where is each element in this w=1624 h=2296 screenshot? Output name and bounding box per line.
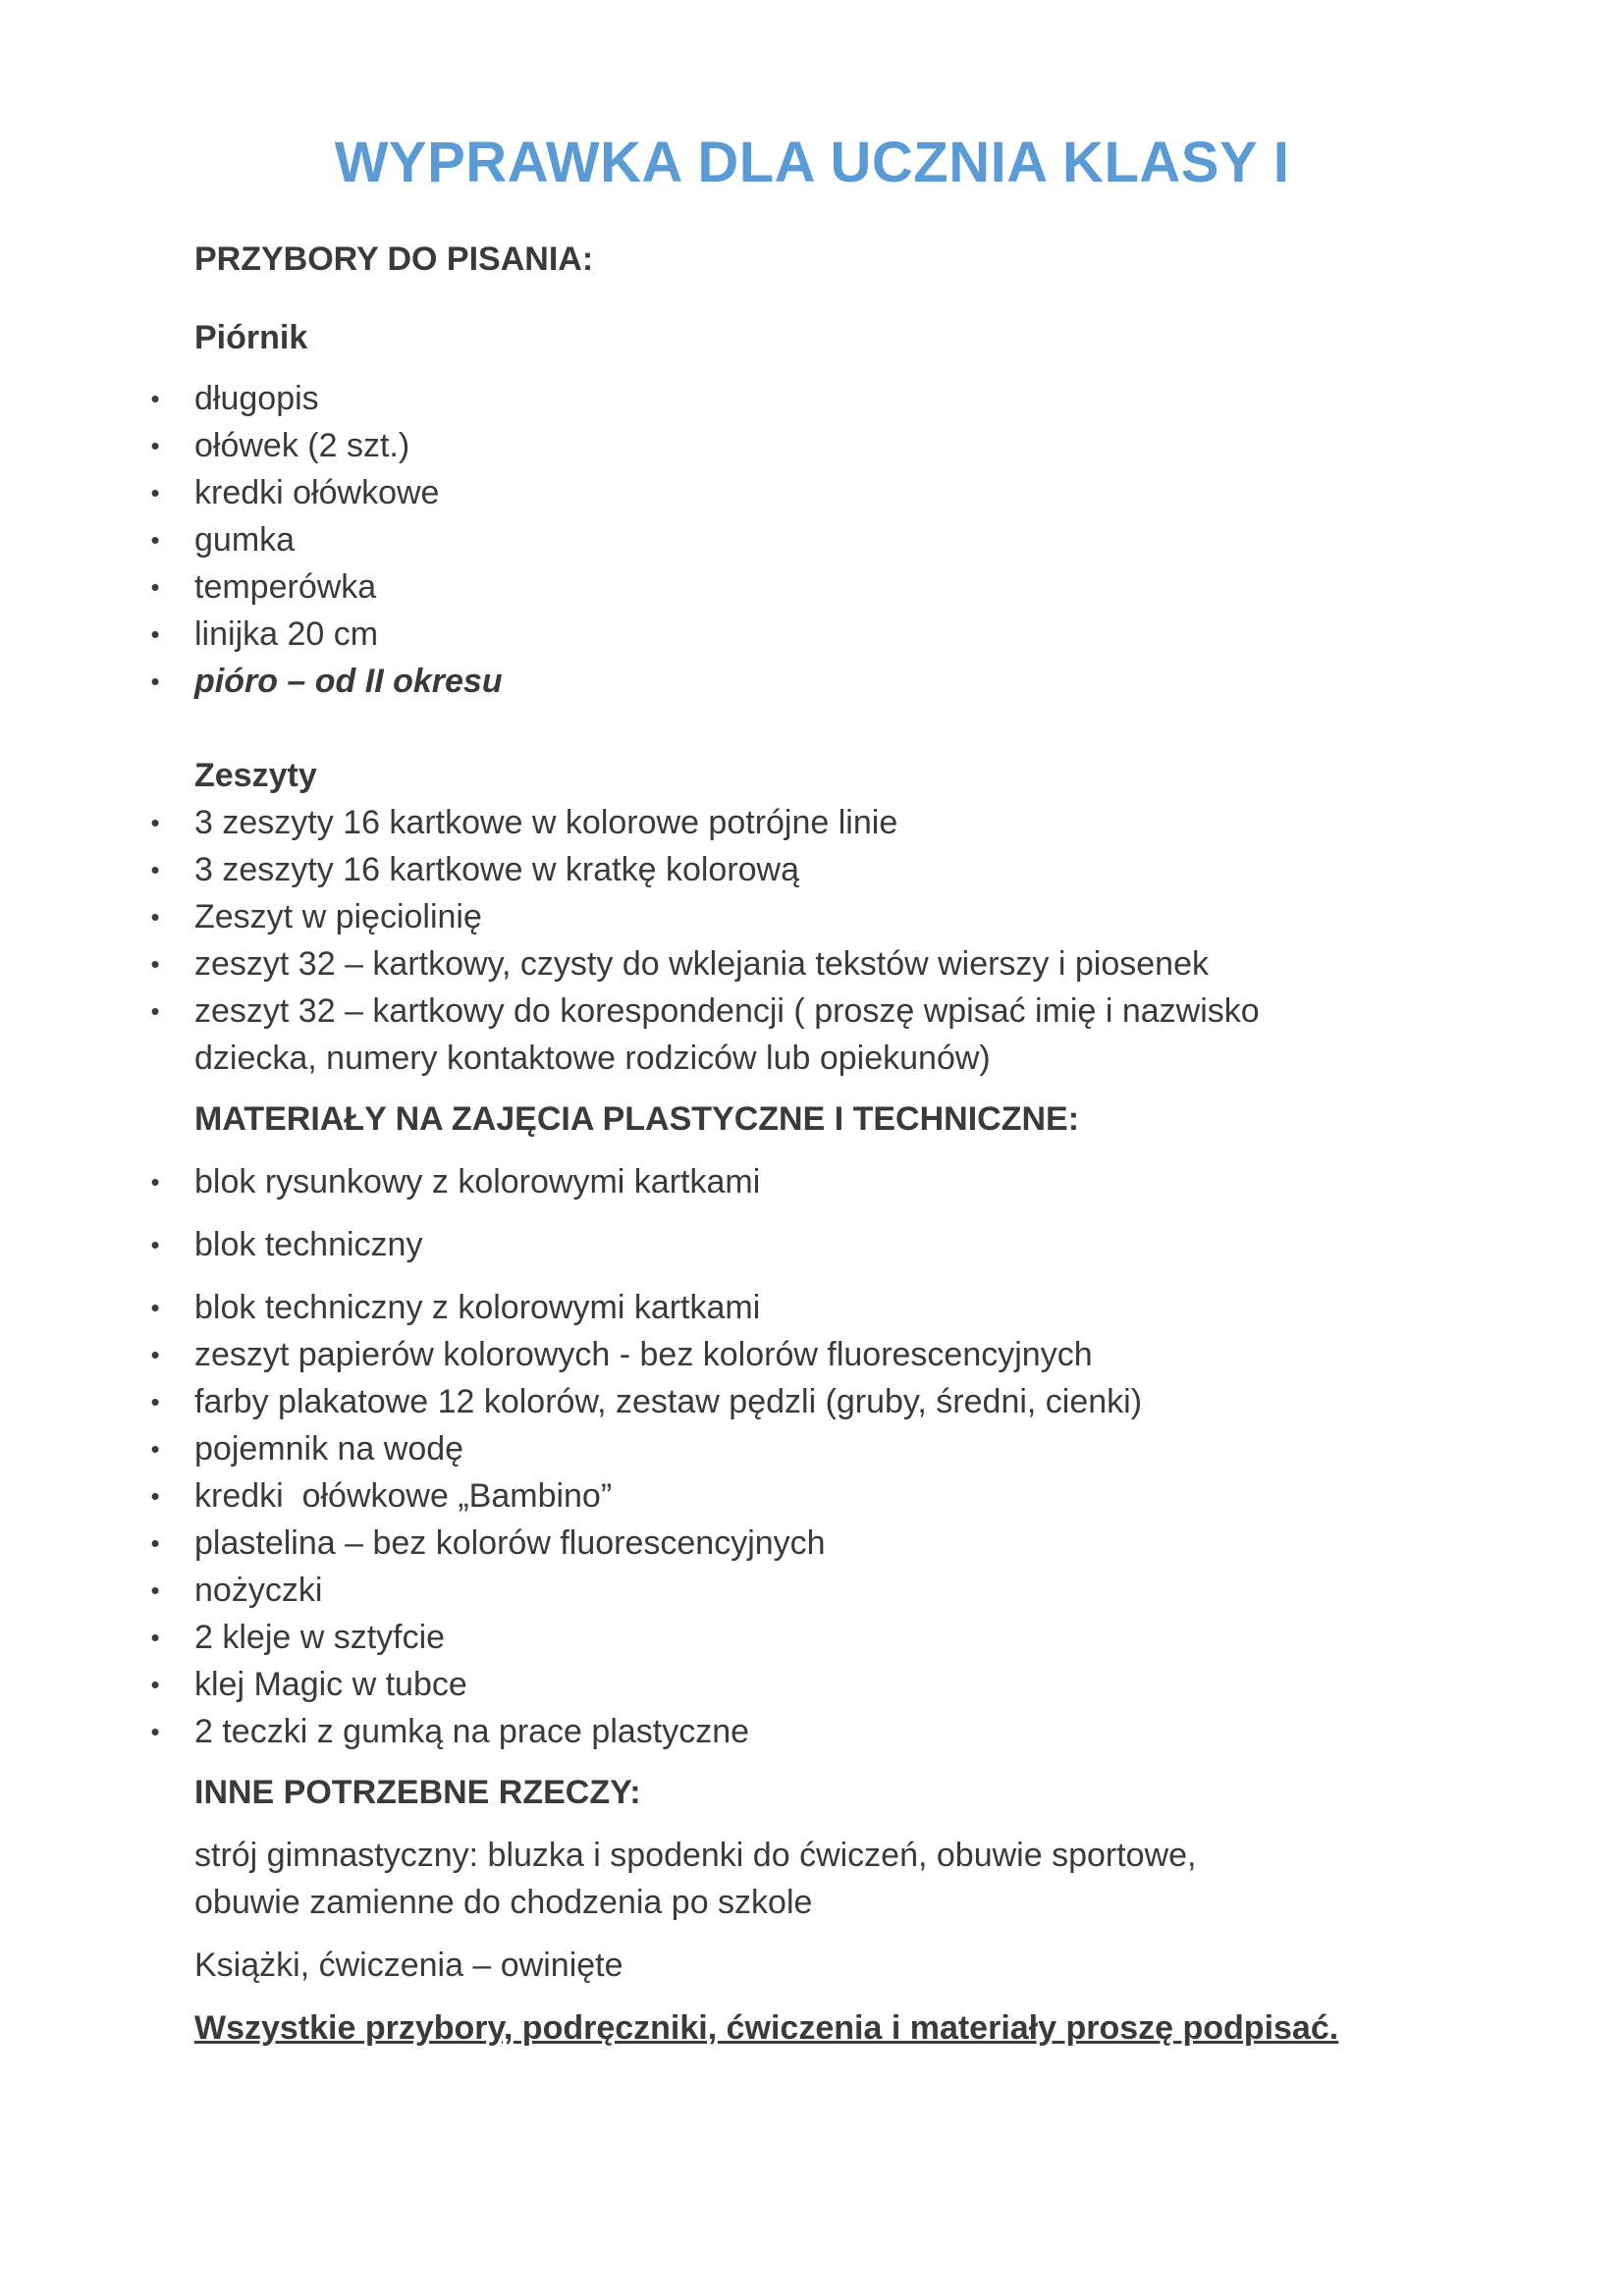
list-item: • gumka [194,516,1422,563]
list-item: • długopis [194,375,1422,422]
document-body [150,236,1422,2052]
final-note: Wszystkie przybory, podręczniki, ćwiczenia i materiały proszę podpisać. [194,2009,1339,2047]
bullet-icon: • [150,1717,160,1746]
list-item: • kredki ołówkowe „Bambino” [194,1472,1422,1520]
list-item: • 3 zeszyty 16 kartkowe w kolorowe potrójne linie [194,799,1422,846]
list-item: • linijka 20 cm [194,611,1422,658]
subheading-pencil-case: Piórnik [194,319,308,356]
bullet-icon: • [150,949,160,979]
list-item: • blok rysunkowy z kolorowymi kartkami [194,1158,1422,1205]
list-item: • kredki ołówkowe [194,469,1422,516]
bullet-icon: • [150,808,160,837]
pencil-case-list [150,375,1422,705]
bullet-icon: • [150,525,160,555]
list-item: • plastelina – bez kolorów fluorescencyjnych [194,1520,1422,1567]
list-item: • zeszyt 32 – kartkowy do korespondencji ( proszę wpisać imię i nazwisko dziecka, numery kontaktowe rodziców lub opiekunów) [194,988,1422,1082]
list-item: • 2 kleje w sztyfcie [194,1614,1422,1661]
list-item: • klej Magic w tubce [194,1661,1422,1708]
bullet-icon: • [150,478,160,507]
list-item: • ołówek (2 szt.) [194,422,1422,469]
bullet-icon: • [150,1481,160,1511]
bullet-icon: • [150,1623,160,1652]
list-item: • zeszyt 32 – kartkowy, czysty do wklejania tekstów wierszy i piosenek [194,940,1422,988]
bullet-icon: • [150,1434,160,1464]
page-title: WYPRAWKA DLA UCZNIA KLASY I [334,131,1290,194]
subheading-notebooks: Zeszyty [194,757,317,794]
list-item: • temperówka [194,563,1422,611]
list-item: • pióro – od II okresu [194,658,1422,705]
bullet-icon: • [150,1575,160,1605]
indoor-shoes-line: obuwie zamienne do chodzenia po szkole [194,1884,813,1921]
list-item: • 2 teczki z gumką na prace plastyczne [194,1708,1422,1755]
bullet-icon: • [150,572,160,602]
list-item: • Zeszyt w pięciolinię [194,893,1422,940]
notebooks-list [150,799,1422,1082]
bullet-icon: • [150,1167,160,1197]
bullet-icon: • [150,431,160,460]
bullet-icon: • [150,855,160,884]
list-item: • blok techniczny z kolorowymi kartkami [194,1284,1422,1331]
bullet-icon: • [150,1670,160,1699]
bullet-icon: • [150,619,160,649]
books-line: Książki, ćwiczenia – owinięte [194,1947,623,1984]
list-item: • blok techniczny [194,1221,1422,1268]
bullet-icon: • [150,902,160,932]
bullet-icon: • [150,1293,160,1322]
bullet-icon: • [150,1387,160,1416]
art-materials-list [150,1158,1422,1755]
list-item: • farby plakatowe 12 kolorów, zestaw pędzli (gruby, średni, cienki) [194,1378,1422,1425]
section-heading-writing: PRZYBORY DO PISANIA: [194,240,594,278]
bullet-icon: • [150,1340,160,1369]
bullet-icon: • [150,384,160,413]
section-heading-art: MATERIAŁY NA ZAJĘCIA PLASTYCZNE I TECHNICZNE: [194,1100,1080,1138]
list-item: • zeszyt papierów kolorowych - bez kolorów fluorescencyjnych [194,1331,1422,1378]
bullet-icon: • [150,996,160,1026]
section-heading-other: INNE POTRZEBNE RZECZY: [194,1774,641,1811]
list-item: • nożyczki [194,1567,1422,1614]
bullet-icon: • [150,667,160,696]
list-item: • pojemnik na wodę [194,1425,1422,1472]
bullet-icon: • [150,1230,160,1259]
gym-outfit-line: strój gimnastyczny: bluzka i spodenki do ćwiczeń, obuwie sportowe, [194,1837,1197,1874]
bullet-icon: • [150,1528,160,1558]
list-item: • 3 zeszyty 16 kartkowe w kratkę kolorową [194,846,1422,893]
